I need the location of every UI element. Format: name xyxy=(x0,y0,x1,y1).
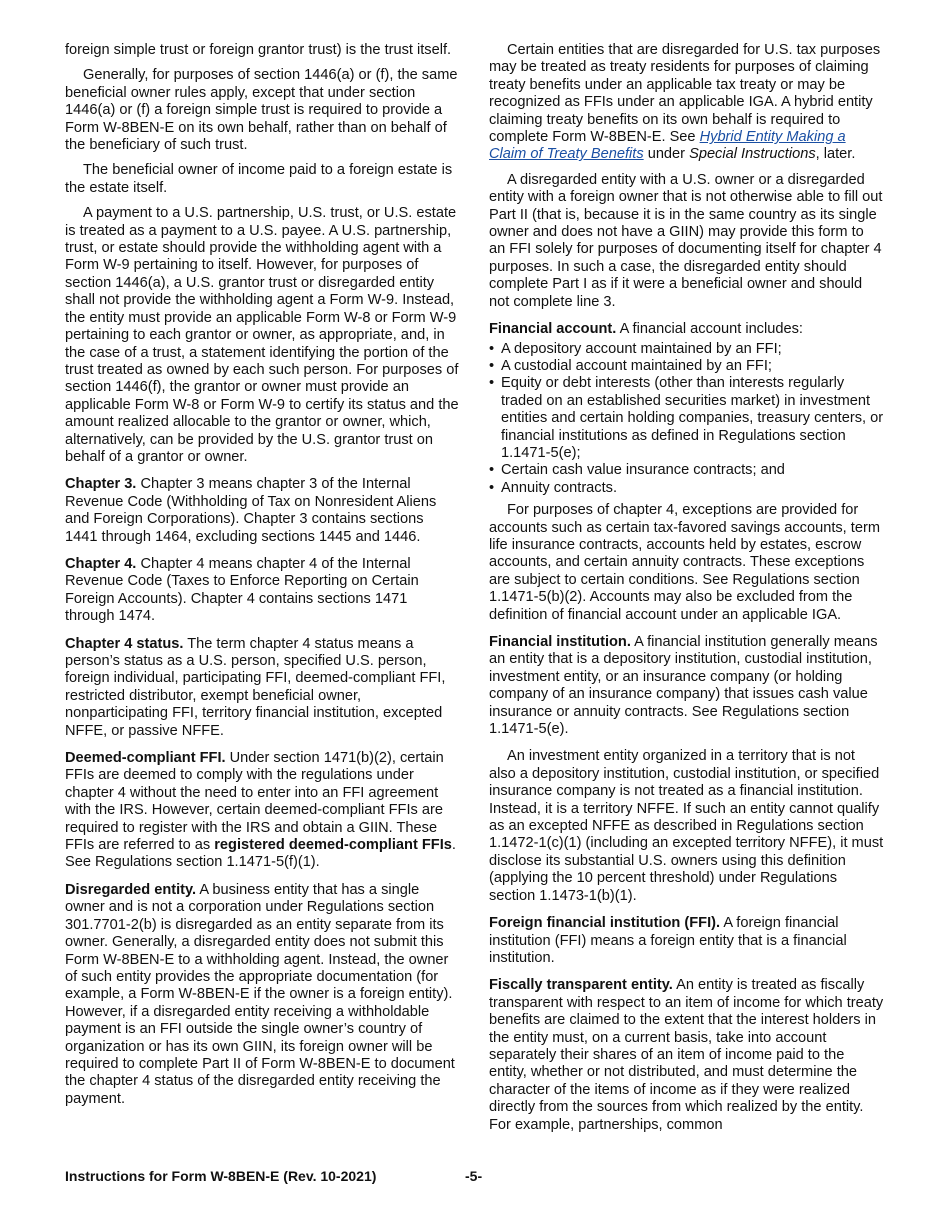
definition-deemed-compliant-ffi: Under section 1471(b)(2), certain FFIs are deemed to comply with the regulations under chapter 4 without the need to enter into an FFI agreement with the IRS. However, certain deemed-compliant FFIs are required to register with the IRS and obtain a GIIN. These FFIs are referred to as xyxy=(65,750,444,854)
list-item: • Annuity contracts. xyxy=(489,479,617,496)
left-column xyxy=(65,42,460,1118)
registered-deemed-compliant-ffis: registered deemed-compliant FFIs xyxy=(214,837,452,854)
paragraph-trust-continuation: foreign simple trust or foreign grantor trust) is the trust itself. xyxy=(65,42,452,58)
term-fiscally-transparent: Fiscally transparent entity. xyxy=(489,977,673,994)
definition-financial-institution: A financial institution generally means an entity that is a depository institution, custodial institution, investment entity, or an insurance company (or holding company of an insurance company) that issues cash value insurance or annuity contracts. See Regulations section 1.1471-5(e). xyxy=(489,634,878,738)
bullet-icon: • xyxy=(489,375,495,392)
page-number: -5- xyxy=(465,1168,483,1184)
entry-disregarded-entity xyxy=(65,882,460,1108)
term-financial-institution: Financial institution. xyxy=(489,634,631,650)
term-chapter-4: Chapter 4. xyxy=(65,555,137,572)
definition-deemed-compliant-ffi-end: . See Regulations section 1.1471-5(f)(1). xyxy=(65,837,456,871)
definition-ffi: A foreign financial institution (FFI) means a foreign entity that is a financial institution. xyxy=(489,915,847,966)
footer-form-title: Instructions for Form W-8BEN-E (Rev. 10-2021) xyxy=(65,1168,377,1184)
definition-fiscally-transparent: An entity is treated as fiscally transparent with respect to an item of income for which treaty benefits are claimed to the extent that the interest holders in the entity must, on a current basis, take into account separately their shares of an item of income paid to the entity, whether or not distributed, and must determine the character of the items of income as if they were realized directly from the sources from which realized by the entity. For example, partnerships, common xyxy=(489,977,884,1133)
financial-account-list xyxy=(489,341,884,498)
entry-financial-institution xyxy=(489,634,884,738)
entry-chapter-4-status xyxy=(65,636,460,740)
list-item: • A depository account maintained by an FFI; xyxy=(489,340,782,357)
term-chapter-3: Chapter 3. xyxy=(65,476,137,493)
term-chapter-4-status: Chapter 4 status. xyxy=(65,635,184,652)
paragraph-foreign-estate: The beneficial owner of income paid to a foreign estate is the estate itself. xyxy=(65,162,453,196)
term-disregarded-entity: Disregarded entity. xyxy=(65,881,197,898)
term-financial-account: Financial account. xyxy=(489,321,617,338)
special-instructions-ref: Special Instructions xyxy=(689,146,816,163)
bullet-icon: • xyxy=(489,479,495,496)
entry-fiscally-transparent xyxy=(489,977,884,1134)
paragraph-disregarded-us-owner: A disregarded entity with a U.S. owner or a disregarded entity with a foreign owner that is not otherwise able to fill out Part II (that is, because it is in the same country as its single owner and does not have a GIIN) may provide this form to an FFI solely for purposes of documenting itself for chapter 4 purposes. In such a case, the disregarded entity should complete Part I as if it were a beneficial owner and should not complete line 3. xyxy=(489,171,883,310)
term-deemed-compliant-ffi: Deemed-compliant FFI. xyxy=(65,750,226,767)
paragraph-us-partnership: A payment to a U.S. partnership, U.S. trust, or U.S. estate is treated as a payment to a U.S. payee. A U.S. partnership, trust, or estate should provide the withholding agent with a Form W-9 pertaining to itself. However, for purposes of section 1446(a), a U.S. grantor trust or disregarded entity shall not provide the withholding agent a Form W-9. Instead, the entity must provide an applicable Form W-8 or Form W-9 pertaining to each grantor or owner, as appropriate, and, in the case of a trust, a statement identifying the portion of the trust treated as owned by each such person. For purposes of section 1446(f), the grantor or owner must provide an applicable Form W-8 or Form W-9 to certify its status and the amount realized allocable to the grantor or owner, which, alternatively, can be provided by the U.S. grantor trust on behalf of a grantor or owner. xyxy=(65,205,459,465)
paragraph-territory-nffe: An investment entity organized in a territory that is not also a depository institution, custodial institution, or specified insurance company is not treated as a financial institution. Instead, it is a territory NFFE. If such an entity cannot qualify as an excepted NFFE as described in Regulations section 1.1472-1(c)(1) (including an excepted territory NFFE), it must disclose its substantial U.S. owners using this definition (applying the 10 percent threshold) under Regulations section 1.1473-1(b)(1). xyxy=(489,748,884,904)
paragraph-hybrid-entities xyxy=(489,42,884,164)
list-item: • A custodial account maintained by an FFI; xyxy=(489,357,772,374)
entry-financial-account xyxy=(489,321,884,338)
definition-chapter-4: Chapter 4 means chapter 4 of the Internal Revenue Code (Taxes to Enforce Reporting on Certain Foreign Accounts). Chapter 4 contains sections 1471 through 1474. xyxy=(65,555,419,625)
hybrid-text: Certain entities that are disregarded for U.S. tax purposes may be treated as treaty residents for purposes of claiming treaty benefits under an applicable tax treaty or may be recognized as FFIs under an applicable IGA. A hybrid entity claiming treaty benefits on its own behalf is required to complete Form W-8BEN-E. See xyxy=(489,42,881,146)
hybrid-later: , later. xyxy=(815,146,856,163)
entry-chapter-3 xyxy=(65,476,460,546)
bullet-icon: • xyxy=(489,340,495,357)
bullet-icon: • xyxy=(489,357,495,374)
definition-chapter-4-status: The term chapter 4 status means a person’s status as a U.S. person, specified U.S. person, foreign individual, participating FFI, deemed-compliant FFI, restricted distributor, exempt beneficial owner, nonparticipating FFI, territory financial institution, excepted NFFE, or passive NFFE. xyxy=(65,635,446,739)
definition-financial-account: A financial account includes: xyxy=(619,321,803,338)
list-item: • Certain cash value insurance contracts; and xyxy=(489,462,785,479)
entry-chapter-4 xyxy=(65,556,460,626)
right-column xyxy=(489,42,884,1144)
entry-ffi xyxy=(489,915,884,967)
definition-chapter-3: Chapter 3 means chapter 3 of the Internal Revenue Code (Withholding of Tax on Nonresident Aliens and Foreign Corporations). Chapter 3 contains sections 1441 through 1464, excluding sections 1445 and 1446. xyxy=(65,476,437,545)
hybrid-under: under xyxy=(647,146,686,163)
list-item: • Equity or debt interests (other than interests regularly traded on an established securities market) in investment entities and certain holding companies, treasury centers, or financial institutions as defined in Regulations section 1.1471-5(e); xyxy=(489,375,884,461)
definition-disregarded-entity: A business entity that has a single owner and is not a corporation under Regulations section 301.7701-2(b) is disregarded as an entity separate from its owner. Generally, a disregarded entity does not submit this Form W-8BEN-E to a withholding agent. Instead, the owner of such entity provides the appropriate documentation (for example, a Form W-8BEN-E if the owner is a foreign entity). However, if a disregarded entity receiving a withholdable payment is an FFI outside the single owner’s country of organization or has its own GIIN, its foreign owner will be required to complete Part II of Form W-8BEN-E to document the chapter 4 status of the disregarded entity receiving the payment. xyxy=(65,881,455,1107)
paragraph-chapter-4-exceptions: For purposes of chapter 4, exceptions are provided for accounts such as certain tax-favored savings accounts, term life insurance contracts, accounts held by estates, escrow accounts, and certain annuity contracts. These exceptions are subject to certain conditions. See Regulations section 1.1471-5(b)(2). Accounts may also be excluded from the definition of financial account under an applicable IGA. xyxy=(489,502,880,623)
entry-deemed-compliant-ffi xyxy=(65,750,460,872)
hybrid-entity-link[interactable]: Hybrid Entity Making a Claim of Treaty Benefits xyxy=(489,129,846,163)
paragraph-section-1446: Generally, for purposes of section 1446(a) or (f), the same beneficial owner rules apply, except that under section 1446(a) or (f) a foreign simple trust is required to provide a Form W-8BEN-E on its own behalf, rather than on behalf of the beneficiary of such trust. xyxy=(65,67,458,154)
term-ffi: Foreign financial institution (FFI). xyxy=(489,915,721,932)
bullet-icon: • xyxy=(489,462,495,479)
